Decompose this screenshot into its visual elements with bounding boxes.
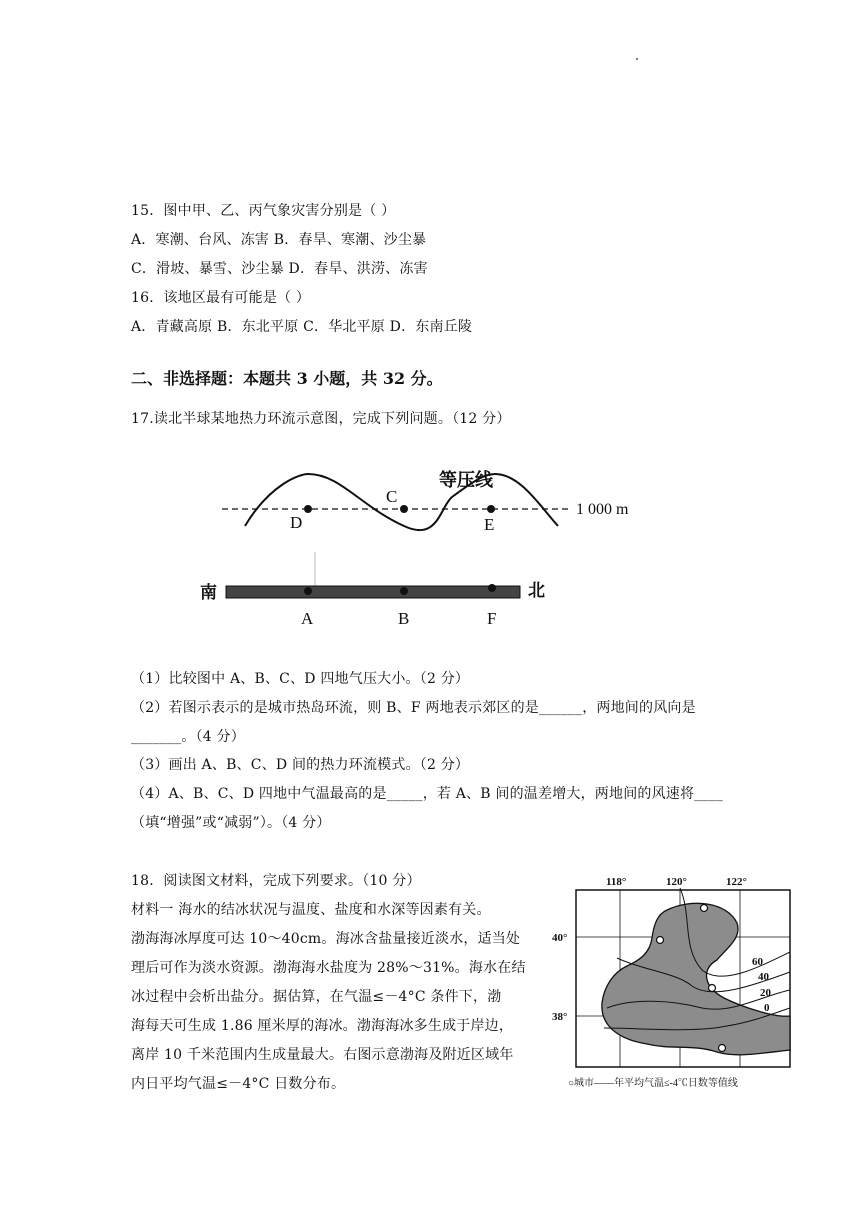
q16-options: A．青藏高原 B．东北平原 C．华北平原 D．东南丘陵 [131, 319, 473, 335]
q17-sub2b: _______。（4 分） [131, 729, 245, 745]
point-a-label: A [301, 609, 314, 628]
q18-line-3: 理后可作为淡水资源。渤海海水盐度为 28%～31%。海水在结 [131, 960, 526, 976]
q18-line-5: 海每天可生成 1.86 厘米厚的海冰。渤海海冰多生成于岸边， [131, 1018, 514, 1034]
lat-label-40: 40° [552, 932, 568, 944]
page-dot [636, 58, 638, 60]
q18-line-7: 内日平均气温≤－4°C 日数分布。 [131, 1076, 346, 1092]
point-b-label: B [398, 609, 410, 628]
city-marker [657, 937, 664, 944]
q15-stem: 15．图中甲、乙、丙气象灾害分别是（ ） [131, 203, 396, 219]
point-e-label: E [484, 515, 495, 534]
height-label: 1 000 m [576, 501, 629, 518]
point-f-dot [488, 584, 496, 592]
q15-options-ab: A．寒潮、台风、冻害 B．春旱、寒潮、沙尘暴 [131, 232, 427, 248]
contour-label-0: 0 [764, 1002, 770, 1014]
isobar-label: 等压线 [439, 470, 493, 490]
q18-line-2: 渤海海冰厚度可达 10～40cm。海冰含盐量接近淡水，适当处 [131, 931, 521, 947]
south-label: 南 [200, 583, 217, 602]
q17-sub2a: （2）若图示表示的是城市热岛环流，则 B、F 两地表示郊区的是______，两地间的风向是 [131, 700, 696, 716]
contour-label-20: 20 [760, 987, 771, 999]
city-marker [701, 905, 708, 912]
q16-stem: 16．该地区最有可能是（ ） [131, 290, 311, 306]
ground-bar [226, 586, 520, 598]
contour-label-60: 60 [752, 956, 763, 968]
thermal-circulation-figure [190, 462, 660, 632]
point-d-label: D [290, 513, 303, 532]
point-b-dot [400, 587, 408, 595]
section-title: 二、非选择题：本题共 3 小题，共 32 分。 [131, 369, 443, 388]
city-marker [719, 1045, 726, 1052]
point-d-dot [304, 505, 312, 513]
q18-stem: 18．阅读图文材料，完成下列要求。（10 分） [131, 873, 421, 889]
q15-options-cd: C．滑坡、暴雪、沙尘暴 D．春旱、洪涝、冻害 [131, 261, 428, 277]
lat-label-38: 38° [552, 1011, 568, 1023]
point-c-dot [400, 505, 408, 513]
q17-sub4b: （填“增强”或“减弱”）。（4 分） [131, 815, 331, 831]
contour-label-40: 40 [758, 971, 769, 983]
lon-label-118: 118° [606, 876, 627, 888]
bohai-map-figure [552, 868, 797, 1093]
q18-line-6: 离岸 10 千米范围内生成量最大。右图示意渤海及附近区域年 [131, 1047, 514, 1063]
point-e-dot [487, 505, 495, 513]
lon-label-122: 122° [726, 876, 747, 888]
point-a-dot [304, 587, 312, 595]
north-label: 北 [528, 581, 545, 600]
q18-line-1: 材料一 海水的结冰状况与温度、盐度和水深等因素有关。 [131, 902, 491, 918]
q17-sub1: （1）比较图中 A、B、C、D 四地气压大小。（2 分） [131, 671, 470, 687]
q17-sub4a: （4）A、B、C、D 四地中气温最高的是_____，若 A、B 间的温差增大，两地间的风速将____ [131, 786, 723, 802]
q17-stem: 17.读北半球某地热力环流示意图，完成下列问题。（12 分） [131, 411, 511, 427]
lon-label-120: 120° [666, 876, 687, 888]
q18-line-4: 冰过程中会析出盐分。据估算，在气温≤－4°C 条件下，渤 [131, 989, 502, 1005]
point-c-label: C [386, 487, 398, 506]
city-marker [709, 985, 716, 992]
map-legend: ○城市——年平均气温≤-4℃日数等值线 [568, 1078, 738, 1089]
q17-sub3: （3）画出 A、B、C、D 间的热力环流模式。（2 分） [131, 757, 470, 773]
point-f-label: F [487, 609, 497, 628]
